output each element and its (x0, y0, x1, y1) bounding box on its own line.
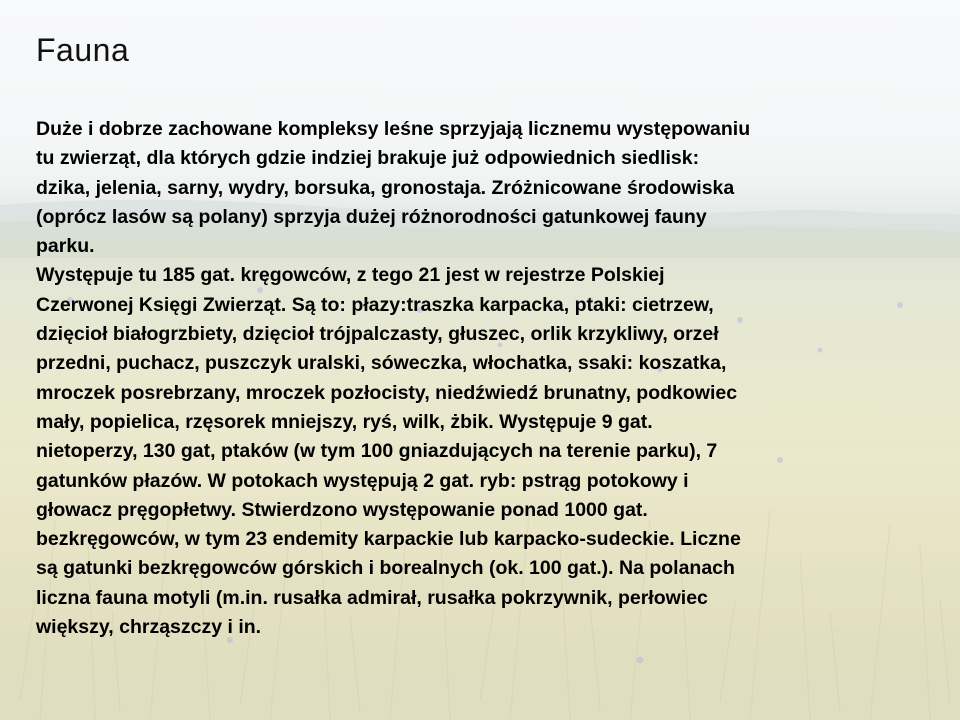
slide-body-text: Duże i dobrze zachowane kompleksy leśne sprzyjają licznemu występowaniu tu zwierząt, dla których gdzie indziej brakuje już odpowiednich siedlisk: dzika, jelenia, sarny, wydry, borsuka, gronostaja. Zróżnicowane środowiska (oprócz lasów są polany) sprzyja dużej różnorodności gatunkowej fauny parku. Występuje tu 185 gat. kręgowców, z tego 21 jest w rejestrze Polskiej Czerwonej Księgi Zwierząt. Są to: płazy:traszka karpacka, ptaki: cietrzew, dzięcioł białogrzbiety, dzięcioł trójpalczasty, głuszec, orlik krzykliwy, orzeł przedni, puchacz, puszczyk uralski, sóweczka, włochatka, ssaki: koszatka, mroczek posrebrzany, mroczek pozłocisty, niedźwiedź brunatny, podkowiec mały, popielica, rzęsorek mniejszy, ryś, wilk, żbik. Występuje 9 gat. nietoperzy, 130 gat, ptaków (w tym 100 gniazdujących na terenie parku), 7 gatunków płazów. W potokach występują 2 gat. ryb: pstrąg potokowy i głowacz pręgopłetwy. Stwierdzono występowanie ponad 1000 gat. bezkręgowców, w tym 23 endemity karpackie lub karpacko-sudeckie. Liczne są gatunki bezkręgowców górskich i borealnych (ok. 100 gat.). Na polanach liczna fauna motyli (m.in. rusałka admirał, rusałka pokrzywnik, perłowiec większy, chrząszczy i in. (36, 118, 751, 639)
slide-title: Fauna (36, 32, 130, 68)
